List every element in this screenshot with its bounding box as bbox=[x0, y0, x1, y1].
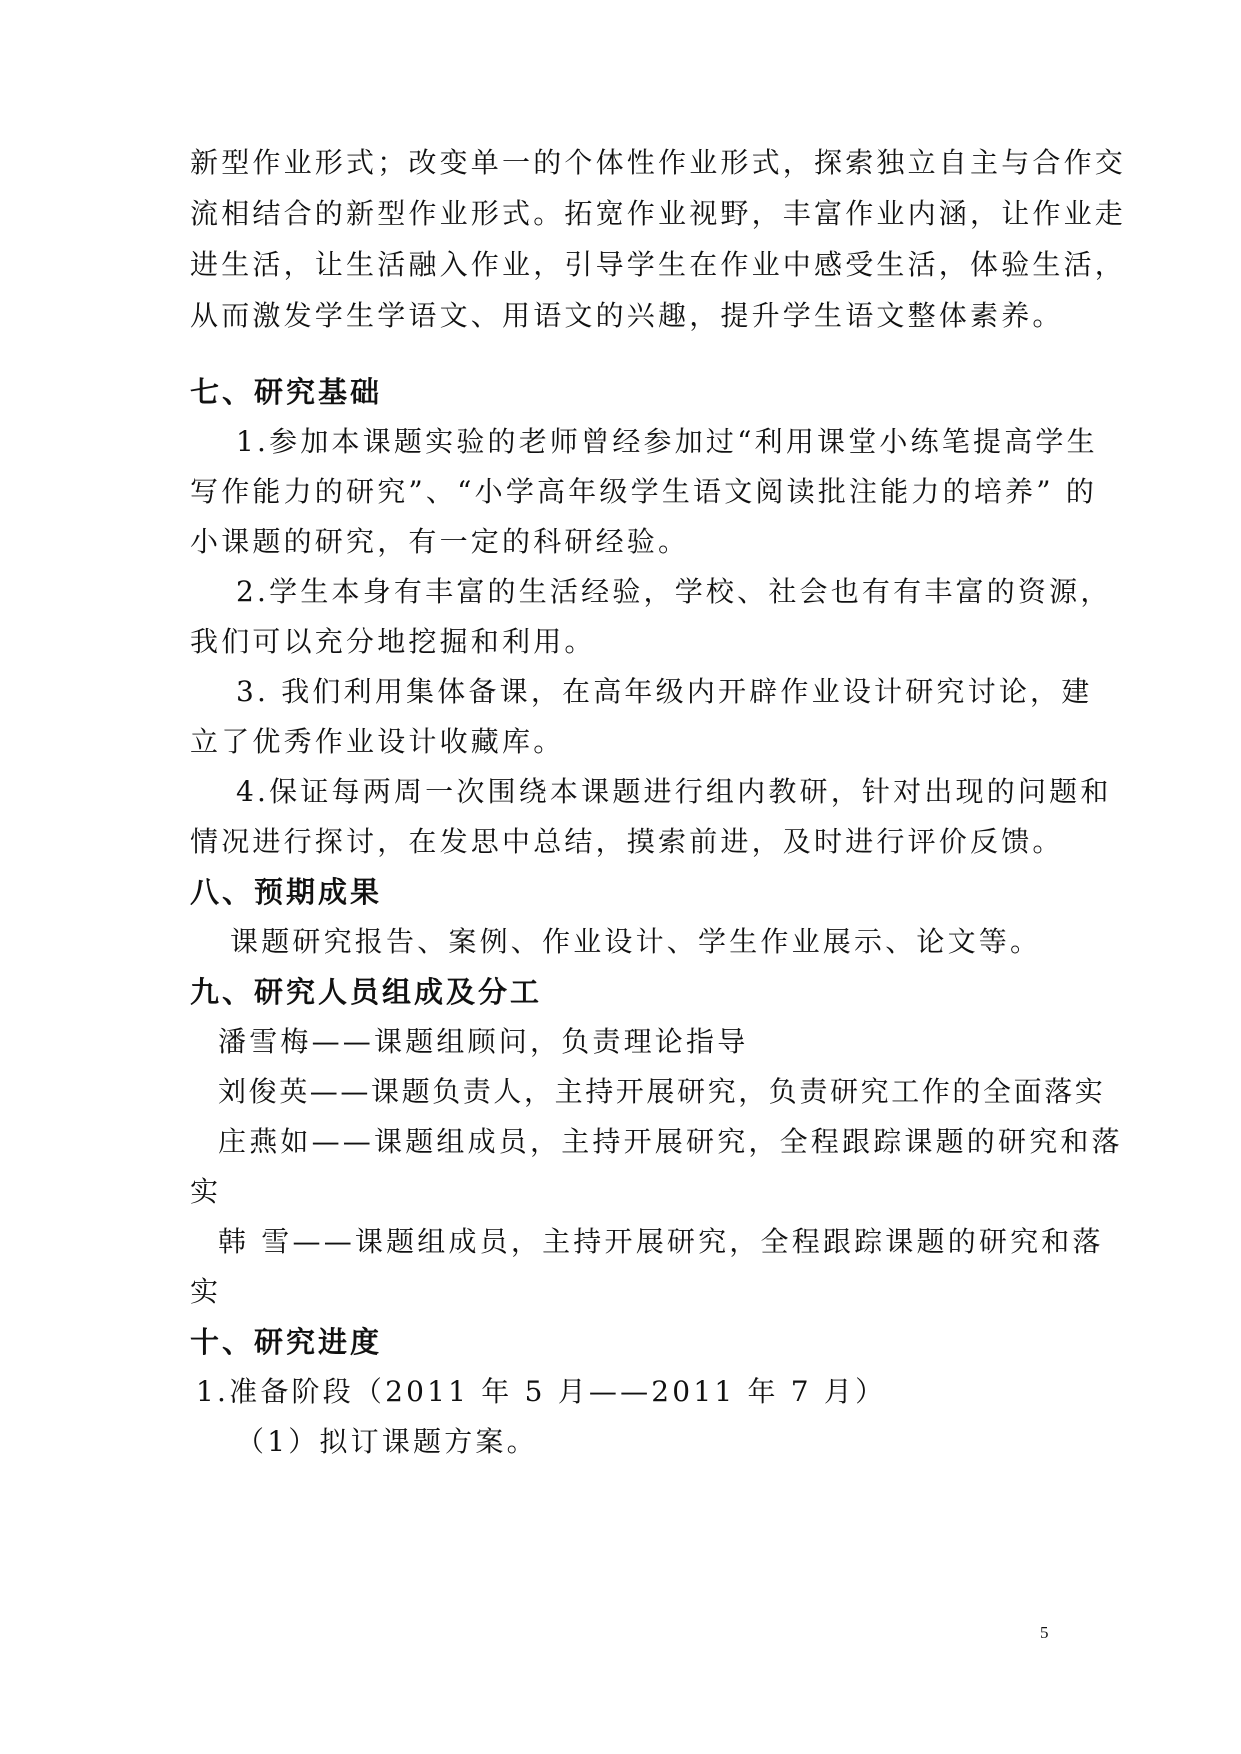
section-7-line-3: 小课题的研究，有一定的科研经验。 bbox=[190, 525, 690, 558]
section-10-line-1: 1.准备阶段（2011 年 5 月——2011 年 7 月） bbox=[196, 1375, 887, 1408]
section-7-line-9: 情况进行探讨，在发思中总结，摸索前进，及时进行评价反馈。 bbox=[190, 825, 1064, 858]
intro-line-1: 新型作业形式；改变单一的个体性作业形式，探索独立自主与合作交 bbox=[190, 146, 1127, 179]
section-7-line-6: 3. 我们利用集体备课，在高年级内开辟作业设计研究讨论，建 bbox=[236, 675, 1093, 708]
page-number: 5 bbox=[1040, 1623, 1049, 1642]
section-9-line-5: 韩 雪——课题组成员，主持开展研究，全程跟踪课题的研究和落 bbox=[218, 1225, 1104, 1258]
section-10-heading: 十、研究进度 bbox=[190, 1325, 383, 1359]
section-7-line-5: 我们可以充分地挖掘和利用。 bbox=[190, 625, 596, 658]
section-9-line-2: 刘俊英——课题负责人，主持开展研究，负责研究工作的全面落实 bbox=[218, 1075, 1106, 1108]
section-7-line-8: 4.保证每两周一次围绕本课题进行组内教研，针对出现的问题和 bbox=[236, 775, 1112, 808]
section-7-line-2: 写作能力的研究”、“小学高年级学生语文阅读批注能力的培养” 的 bbox=[190, 475, 1098, 508]
section-7-line-1: 1.参加本课题实验的老师曾经参加过“利用课堂小练笔提高学生 bbox=[236, 425, 1098, 458]
section-7-heading: 七、研究基础 bbox=[190, 375, 383, 409]
section-9-line-3: 庄燕如——课题组成员，主持开展研究，全程跟踪课题的研究和落 bbox=[218, 1125, 1123, 1158]
intro-line-2: 流相结合的新型作业形式。拓宽作业视野，丰富作业内涵，让作业走 bbox=[190, 197, 1127, 230]
section-7-line-7: 立了优秀作业设计收藏库。 bbox=[190, 725, 565, 758]
section-8-line-1: 课题研究报告、案例、作业设计、学生作业展示、论文等。 bbox=[230, 925, 1042, 958]
section-9-line-1: 潘雪梅——课题组顾问，负责理论指导 bbox=[218, 1025, 749, 1058]
section-10-line-2: （1）拟订课题方案。 bbox=[236, 1425, 538, 1458]
section-9-line-4: 实 bbox=[190, 1175, 222, 1208]
section-9-line-6: 实 bbox=[190, 1275, 222, 1308]
intro-line-4: 从而激发学生学语文、用语文的兴趣，提升学生语文整体素养。 bbox=[190, 299, 1064, 332]
section-7-line-4: 2.学生本身有丰富的生活经验，学校、社会也有有丰富的资源， bbox=[236, 575, 1112, 608]
section-9-heading: 九、研究人员组成及分工 bbox=[190, 975, 543, 1009]
intro-line-3: 进生活，让生活融入作业，引导学生在作业中感受生活，体验生活， bbox=[190, 248, 1127, 281]
section-8-heading: 八、预期成果 bbox=[190, 875, 383, 909]
